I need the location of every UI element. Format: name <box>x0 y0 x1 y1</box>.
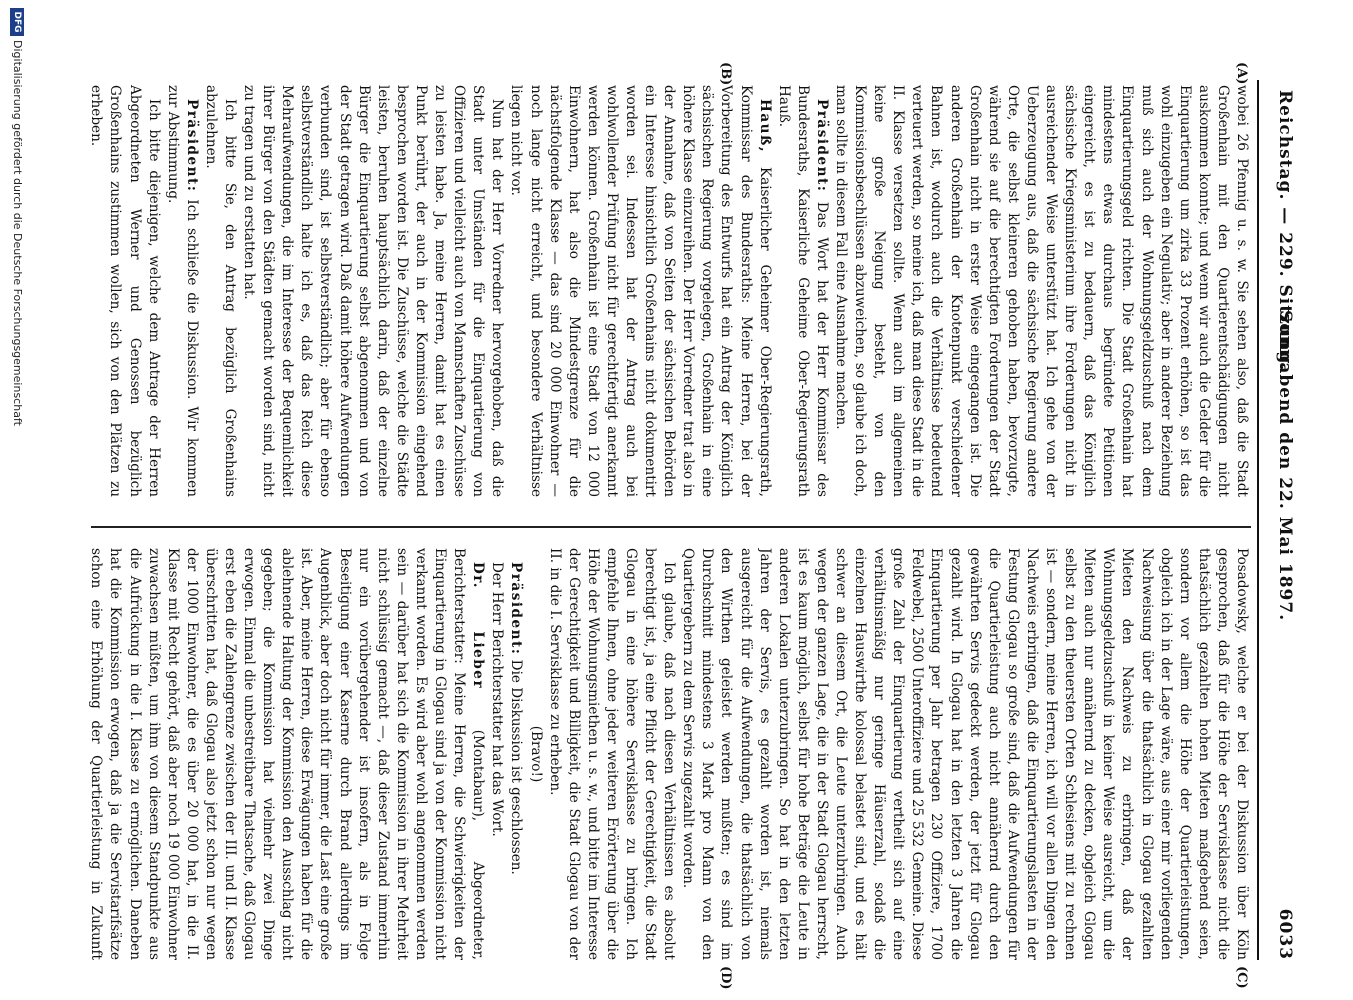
paragraph: Ich glaube, daß nach diesen Verhältnissen es absolut berechtigt ist, ja eine Pflicht der Gerechtigkeit, die Stadt Glogau in eine höhere Servisklasse zu bringen. Ich empfehle Ihnen, ohne jeder weiteren Erörterung über die Höhe der Wohnungsmiethen u. s. w., und bitte im Interesse der Gerechtigkeit und Billigkeit, die Stadt Glogau von der II. in die I. Servisklasse zu erheben. <box>546 548 678 960</box>
text-column-right <box>86 548 1251 960</box>
margin-marker-d: (D) <box>718 966 733 990</box>
paragraph: Kaiserlicher Geheimer Ober-Regierungsrath, Kommissar des Bundesraths: Meine Herren, bei der Vorbereitung des Entwurfs hat ein Antrag der Königlich sächsischen Regierung vorgelegen, Großenhain in eine höhere Klasse einzureihen. Der Herr Vorredner trat also in der Annahme, daß von Seiten der sächsischen Behörden ein Interesse hinsichtlich Großenhains nicht dokumentirt worden sei. Indessen hat der Antrag auch bei wohlwollender Prüfung nicht für gerechtfertigt anerkannt werden können. Großenhain ist eine Stadt von 12 000 Einwohnern, hat also die Mindestgrenze für die nächstfolgende Klasse — das sind 20 000 Einwohner — noch lange nicht erreicht, und besondere Verhältnisse liegen nicht vor. <box>508 85 773 497</box>
speaker-name: Präsident: <box>183 99 200 193</box>
speaker-name: Präsident: <box>508 562 525 656</box>
paragraph: Der Herr Berichterstatter hat das Wort. <box>489 562 506 837</box>
margin-marker-b: (B) <box>718 62 733 86</box>
margin-marker-c: (C) <box>1234 966 1249 989</box>
header-date: Sonnabend den 22. Mai 1897. <box>1275 310 1295 622</box>
page-header <box>1265 90 1295 960</box>
paragraph: Ich schließe die Diskussion. Wir kommen zur Abstimmung. <box>164 85 200 497</box>
funding-footer <box>5 0 25 1000</box>
speaker-name: Hauß, <box>756 99 773 154</box>
paragraph: Die Diskussion ist geschlossen. <box>508 659 525 875</box>
paragraph: (Montabaur), Abgeordneter, Berichterstatter: Meine Herren, die Schwierigkeiten der Einquartierung in Glogau sind ja von der Kommission nicht verkannt worden. Es wird aber wohl angenommen werden sein — darüber hat sich die Kommission in ihrer Mehrheit nicht schlüssig gemacht —, daß dieser Zustand immerhin nur ein vorübergehender ist insofern, als in Folge Beseitigung einer Kaserne durch Brand allerdings im Augenblick, aber doch nicht für immer, die Last eine große ist. Aber, meine Herren, diese Erwägungen haben für die ablehnende Haltung der Kommission den Ausschlag nicht gegeben; die Kommission hat vielmehr zwei Dinge erwogen. Einmal die unbestreitbare Thatsache, daß Glogau erst eben die Zahlengrenze zwischen der III. und II. Klasse überschritten hat, daß Glogau also jetzt schon nur wegen der 1000 Einwohner, die es über 20 000 hat, in die II. Klasse mit Recht gehört, daß aber noch 19 000 Einwohner zuwachsen müßten, um ihm von diesem Standpunkte aus die Aufrückung in die I. Klasse zu ermöglichen. Daneben hat die Kommission erwogen, daß ja die Servistarifsätze schon eine Erhöhung der Quartierleistung in Zukunft <box>88 548 487 960</box>
paragraph: Nun hat der Herr Vorredner hervorgehoben, daß die Stadt unter Umständen für die Einquartierung von Offizieren und vielleicht auch von Mannschaften Zuschüsse zu leisten habe. Ja, meine Herren, damit hat es einen Punkt berührt, der auch in der Kommission eingehend besprochen worden ist. Die Zuschüsse, welche die Städte leisten, beruhen hauptsächlich darin, daß der einzelne Bürger die Einquartierung selbst abgenommen und von der Stadt getragen wird. Daß damit höhere Aufwendungen verbunden sind, ist selbstverständlich; aber für ebenso selbstverständlich halte ich es, daß das Reich diese Mehraufwendungen, die im Interesse der Bequemlichkeit ihrer Bürger von den Städten gemacht worden sind, nicht zu tragen und zu erstatten hat. <box>241 85 506 497</box>
paragraph: Ich bitte Sie, den Antrag bezüglich Großenhains abzulehnen. <box>202 85 239 497</box>
paragraph: Posadowsky, welche er bei der Diskussion über Köln gesprochen, daß für die Höhe der Servisklasse nicht die thatsächlich gezahlten hohen Mieten maßgebend seien, sondern vor allem die Höhe der Quartierleistungen, obgleich ich in der Lage wäre, aus einer mir vorliegenden Nachweisung über die thatsächlich in Glogau gezahlten Mieten den Nachweis zu erbringen, daß der Wohnungsgeldzuschuß in keiner Weise ausreicht, um die Mieten auch nur annähernd zu decken, obgleich Glogau selbst zu den theuersten Orten Schlesiens mit zu rechnen ist — sondern, meine Herren, ich will vor allen Dingen den Nachweis erbringen, daß die Einquartierungslasten in der Festung Glogau so große sind, daß die Aufwendungen für die Quartierleistung auch nicht annähernd durch den gewährten Servis gedeckt werden, der jetzt für Glogau gezahlt wird. In Glogau hat in den letzten 3 Jahren die Einquartierung per Jahr betragen 230 Offiziere, 1700 Feldwebel, 2500 Unteroffiziere und 25 532 Gemeine. Diese große Zahl der Einquartierung vertheilt sich auf eine verhältnismäßig nur geringe Häuserzahl, sodaß die einzelnen Hauswirthe kolossal belastet sind, und es hält schwer an diesem Ort, die Leute unterzubringen. Auch wegen der ganzen Lage, die in der Stadt Glogau herrscht, ist es kaum möglich, selbst für hohe Beträge die Leute in anderen Lokalen unterzubringen. So hat in den letzten Jahren der Servis, es gezahlt worden ist, niemals ausgereicht für die Aufwendungen, die thatsächlich von den Wirthen geleistet werden mußten; es sind im Durchschnitt mindestens 3 Mark pro Mann von den Quartiergebern zu dem Servis zugezahlt worden. <box>680 548 1250 960</box>
dfg-logo: DFG <box>10 8 24 36</box>
speaker-name: Dr. Lieber <box>470 562 487 690</box>
stage-direction: (Bravo!) <box>527 725 544 783</box>
paragraph: Ich bitte diejenigen, welche dem Antrage der Herren Abgeordneten Werner und Genossen bezüglich Großenhains zustimmen wollen, sich von den Plätzen zu erheben. <box>88 85 162 497</box>
header-rule <box>1257 80 1259 960</box>
text-column-left <box>86 85 1251 497</box>
margin-marker-a: (A) <box>1234 62 1249 85</box>
speaker-name: Präsident: <box>813 99 830 193</box>
funding-note: Digitalisierung gefördert durch die Deutsche Forschungsgemeinschaft <box>11 40 24 426</box>
column-divider <box>91 526 1251 528</box>
paragraph: wobei 26 Pfennig u. s. w. Sie sehen also, daß die Stadt Großenhain mit den Quartierentschädigungen nicht auskommen konnte; und wenn wir auch die Gelder für die Einquartierung um zirka 33 Prozent erhöhen, so ist das wohl einzugeben ein Negulativ; aber in anderer Beziehung muß sich auch der Wohnungsgeldzuschuß nach dem Einquartierungsgeld richten. Die Stadt Großenhain hat mindestens etwas durchaus begründete Petitionen eingereicht, es ist zu bedauern, daß das Königlich sächsische Kriegsministerium ihre Forderungen nicht in ausreichender Weise unterstützt hat. Ich gehe von der Ueberzeugung aus, daß die sächsische Regierung andere Orte, die selbst kleineren gehoben haben, bevorzugte, während sie auf die berechtigten Forderungen der Stadt Großenhain nicht in erster Weise eingegangen ist. Die anderen Großenhain der Knotenpunkt verschiedener Bahnen ist, wodurch auch die Verhältnisse bedeutend verteuert werden, so meine ich, daß man diese Stadt in die II. Klasse versetzen sollte. Wenn auch im allgemeinen keine große Neigung besteht, von den Kommissionsbeschlüssen abzuweichen, so glaube ich doch, man sollte in diesem Fall eine Ausnahme machen. <box>833 85 1250 497</box>
page-number: 6033 <box>1275 908 1295 960</box>
paragraph: Das Wort hat der Herr Kommissar des Bundesraths, Kaiserliche Geheime Ober-Regierungsrath Hauß. <box>775 85 830 497</box>
header-title: Reichstag. — 229. Sitzung. <box>1275 90 1295 372</box>
